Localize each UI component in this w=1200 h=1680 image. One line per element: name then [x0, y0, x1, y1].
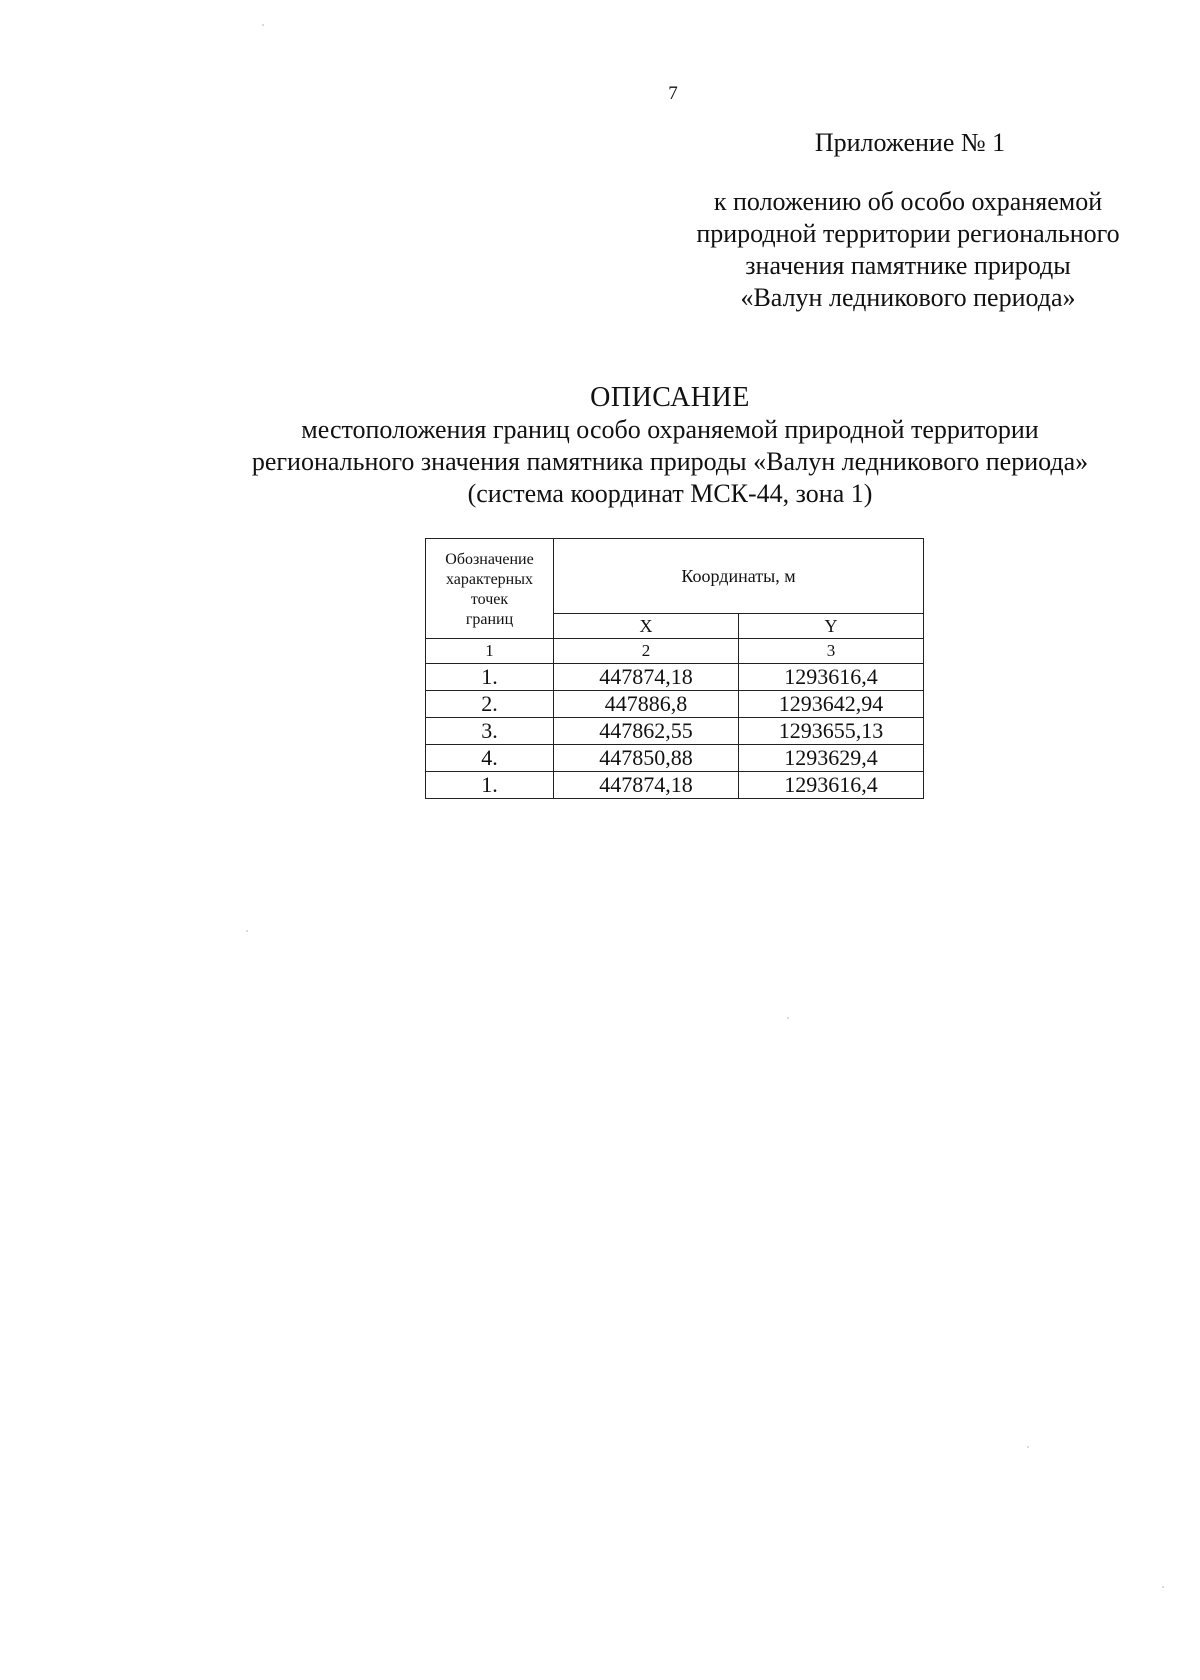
table-row	[426, 718, 924, 745]
point-designation-header	[426, 539, 554, 639]
column-number-row	[426, 639, 924, 664]
appendix-reference-line: значения памятнике природы	[745, 251, 1071, 280]
x-coordinate-cell: 447886,8	[554, 691, 739, 718]
coordinates-table	[425, 538, 924, 799]
y-coordinate-cell: 1293655,13	[739, 718, 924, 745]
scan-speck	[262, 24, 264, 26]
table-row	[426, 745, 924, 772]
x-coordinate-cell: 447874,18	[554, 664, 739, 691]
y-coordinate-cell: 1293616,4	[739, 664, 924, 691]
point-number-cell: 2.	[426, 691, 554, 718]
y-axis-header: Y	[739, 614, 924, 639]
point-header-line: границ	[465, 610, 514, 628]
x-axis-header: X	[554, 614, 739, 639]
x-coordinate-cell: 447862,55	[554, 718, 739, 745]
appendix-reference-line: «Валун ледникового периода»	[740, 283, 1076, 312]
column-number: 3	[739, 639, 924, 664]
column-number: 1	[426, 639, 554, 664]
document-title: ОПИСАНИЕ	[590, 382, 750, 413]
appendix-reference	[668, 186, 1148, 314]
table-row	[426, 664, 924, 691]
point-number-cell: 3.	[426, 718, 554, 745]
x-coordinate-cell: 447874,18	[554, 772, 739, 799]
table-row	[426, 772, 924, 799]
table-row	[426, 691, 924, 718]
appendix-reference-line: к положению об особо охраняемой	[713, 187, 1103, 216]
y-coordinate-cell: 1293616,4	[739, 772, 924, 799]
appendix-reference-line: природной территории регионального	[696, 219, 1120, 248]
x-coordinate-cell: 447850,88	[554, 745, 739, 772]
point-number-cell: 1.	[426, 664, 554, 691]
point-number-cell: 1.	[426, 772, 554, 799]
scan-speck	[246, 930, 248, 932]
document-subtitle-line: регионального значения памятника природы «Валун ледникового периода»	[251, 447, 1089, 476]
y-coordinate-cell: 1293642,94	[739, 691, 924, 718]
point-number-cell: 4.	[426, 745, 554, 772]
point-header-line: Обозначение	[445, 550, 534, 568]
point-header-line: характерных	[446, 570, 533, 588]
table-header-row	[426, 539, 924, 614]
page-number: 7	[668, 83, 678, 104]
scan-speck	[1027, 1446, 1029, 1448]
scan-speck	[787, 1017, 789, 1019]
scan-speck	[1162, 1586, 1164, 1588]
coordinates-header: Координаты, м	[554, 539, 924, 614]
coordinate-system-line: (система координат МСК-44, зона 1)	[467, 479, 873, 508]
column-number: 2	[554, 639, 739, 664]
point-header-line: точек	[470, 590, 509, 608]
document-subtitle-line: местоположения границ особо охраняемой природной территории	[301, 415, 1039, 444]
y-coordinate-cell: 1293629,4	[739, 745, 924, 772]
appendix-title: Приложение № 1	[814, 128, 1006, 157]
document-heading	[200, 382, 1140, 510]
